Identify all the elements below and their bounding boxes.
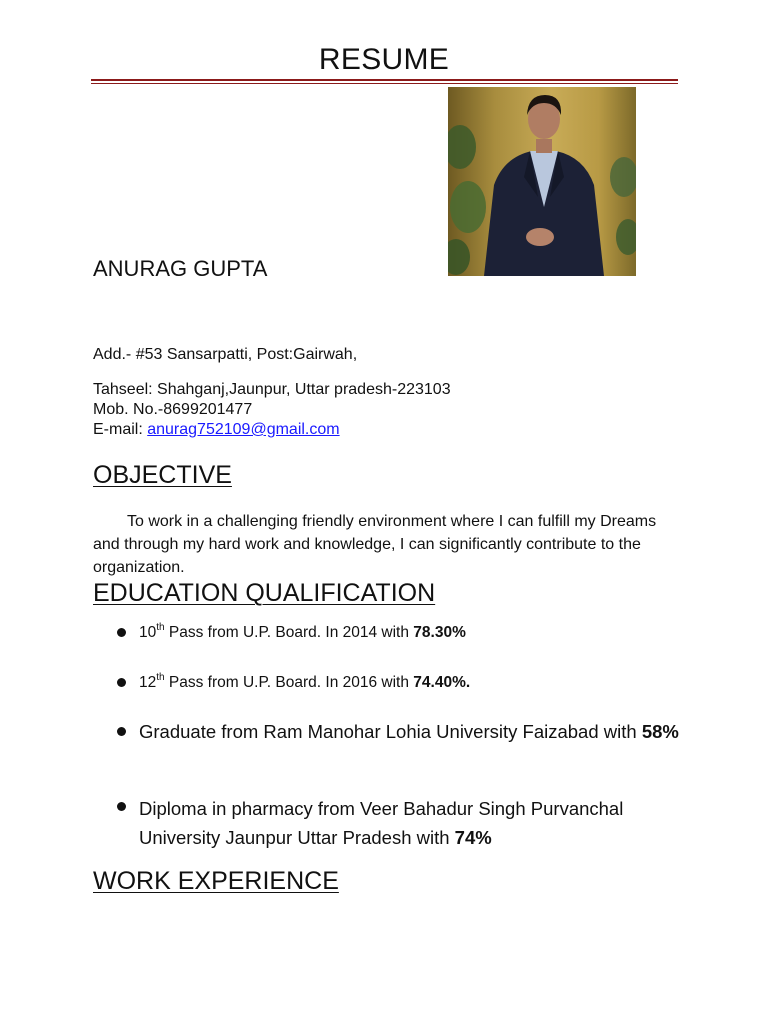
education-text: Pass from U.P. Board. In 2016 with bbox=[164, 674, 414, 691]
objective-body: To work in a challenging friendly environment where I can fulfill my Dreams and through my hard work and knowledge, I can significantly contribute to the organization. bbox=[93, 513, 657, 576]
email-link[interactable]: anurag752109@gmail.com bbox=[147, 421, 340, 438]
mobile-number: Mob. No.-8699201477 bbox=[93, 401, 253, 418]
objective-text bbox=[93, 510, 673, 579]
grade-suffix: th bbox=[156, 622, 165, 633]
education-heading: EDUCATION QUALIFICATION bbox=[93, 579, 436, 607]
grade-suffix: th bbox=[156, 672, 165, 683]
education-score: 78.30% bbox=[413, 624, 466, 641]
bullet-icon bbox=[117, 628, 126, 637]
education-item bbox=[139, 794, 679, 852]
address-line-2: Tahseel: Shahganj,Jaunpur, Uttar pradesh-223103 bbox=[93, 381, 451, 398]
grade-number: 12 bbox=[139, 674, 157, 691]
education-score: 74.40%. bbox=[413, 674, 471, 691]
page-title: RESUME bbox=[318, 43, 450, 76]
bullet-icon bbox=[117, 678, 126, 687]
work-experience-heading: WORK EXPERIENCE bbox=[93, 867, 339, 895]
candidate-name: ANURAG GUPTA bbox=[93, 256, 268, 281]
address-line-1: Add.- #53 Sansarpatti, Post:Gairwah, bbox=[93, 346, 358, 363]
education-item bbox=[139, 672, 679, 694]
education-text: Graduate from Ram Manohar Lohia University Faizabad with bbox=[139, 721, 642, 742]
title-divider-thin bbox=[91, 83, 678, 84]
education-text: Pass from U.P. Board. In 2014 with bbox=[164, 624, 414, 641]
education-item bbox=[139, 622, 679, 644]
bullet-icon bbox=[117, 802, 126, 811]
grade-number: 10 bbox=[139, 624, 157, 641]
education-item bbox=[139, 717, 679, 746]
profile-photo bbox=[448, 87, 636, 276]
bullet-icon bbox=[117, 727, 126, 736]
objective-heading: OBJECTIVE bbox=[93, 461, 232, 489]
education-score: 74% bbox=[454, 827, 492, 848]
email-line bbox=[93, 420, 340, 440]
title-divider bbox=[91, 79, 678, 81]
email-label: E-mail: bbox=[93, 421, 148, 438]
education-score: 58% bbox=[641, 721, 679, 742]
education-text: Diploma in pharmacy from Veer Bahadur Singh Purvanchal University Jaunpur Uttar Pradesh with bbox=[139, 798, 624, 848]
